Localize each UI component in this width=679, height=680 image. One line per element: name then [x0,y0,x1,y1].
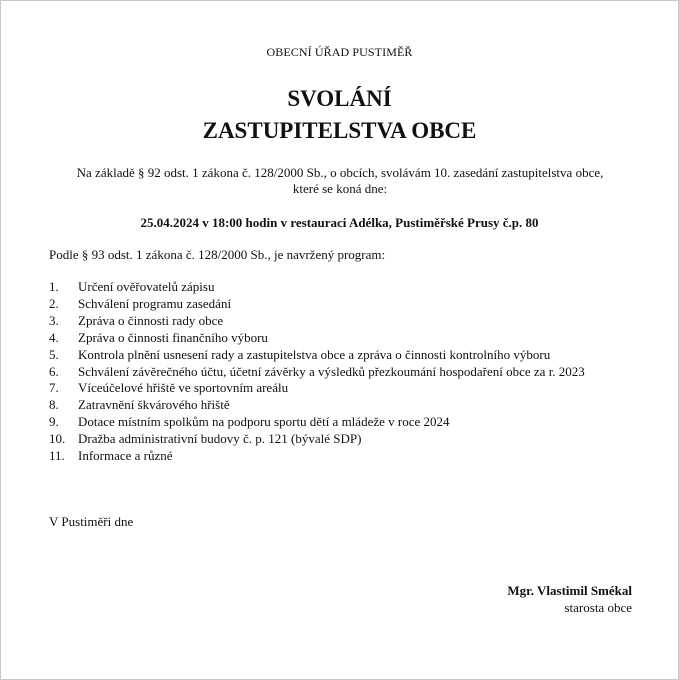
program-intro: Podle § 93 odst. 1 zákona č. 128/2000 Sb., je navržený program: [49,247,386,262]
agenda-item-text: Schválení závěrečného účtu, účetní závěrky a výsledků přezkoumání hospodaření obce za r. 2023 [78,363,585,379]
meeting-details: 25.04.2024 v 18:00 hodin v restauraci Adélka, Pustiměřské Prusy č.p. 80 [140,215,539,230]
agenda-item-number: 2. [49,295,59,311]
agenda-item-number: 1. [49,279,59,294]
agenda-item-number: 11. [49,448,65,464]
signatory-name: Mgr. Vlastimil Smékal [507,583,632,598]
intro-line-2: které se koná dne: [292,181,388,196]
agenda-item-number: 4. [49,329,59,345]
signatory-role: starosta obce [564,600,632,615]
agenda-item [49,448,629,465]
agenda-item [49,279,629,296]
agenda-item [49,313,629,330]
agenda-item-number: 9. [49,414,59,430]
agenda-item [49,380,629,397]
intro-line-1: Na základě § 92 odst. 1 zákona č. 128/2000 Sb., o obcích, svolávám 10. zasedání zastupitelstva obce, [76,165,604,180]
title-line-1: SVOLÁNÍ [287,86,392,111]
place-date-line: V Pustiměři dne [49,514,134,529]
agenda-item-number: 10. [49,431,66,447]
document-title [1,83,678,147]
title-line-2: ZASTUPITELSTVA OBCE [202,118,477,143]
agenda-item [49,397,629,414]
agenda-item-text: Dražba administrativní budovy č. p. 121 (bývalé SDP) [78,431,362,447]
agenda-item-text: Určení ověřovatelů zápisu [78,279,215,294]
agenda-item-number: 5. [49,346,59,362]
signature-block [507,582,632,616]
agenda-item-text: Kontrola plnění usnesení rady a zastupitelstva obce a zpráva o činnosti kontrolního výboru [78,346,551,362]
agenda-item [49,330,629,347]
agenda-item-text: Víceúčelové hřiště ve sportovním areálu [78,380,289,396]
agenda-item [49,364,629,381]
agenda-item [49,347,629,364]
agenda-item-number: 7. [49,380,59,396]
agenda-item-text: Zpráva o činnosti finančního výboru [78,329,268,345]
agenda-item-text: Zpráva o činnosti rady obce [78,312,224,328]
office-header: OBECNÍ ÚŘAD PUSTIMĚŘ [266,45,413,59]
agenda-item-number: 6. [49,363,59,379]
agenda-item-text: Dotace místním spolkům na podporu sportu dětí a mládeže v roce 2024 [78,414,450,430]
agenda-item-number: 8. [49,397,59,413]
agenda-item-text: Zatravnění škvárového hřiště [78,397,230,413]
agenda-item-text: Informace a různé [78,448,173,464]
agenda-item-number: 3. [49,312,59,328]
agenda-item-text: Schválení programu zasedání [78,295,232,311]
agenda-item [49,431,629,448]
agenda-item [49,414,629,431]
agenda-list [49,279,629,465]
agenda-item [49,296,629,313]
intro-paragraph [41,165,639,197]
